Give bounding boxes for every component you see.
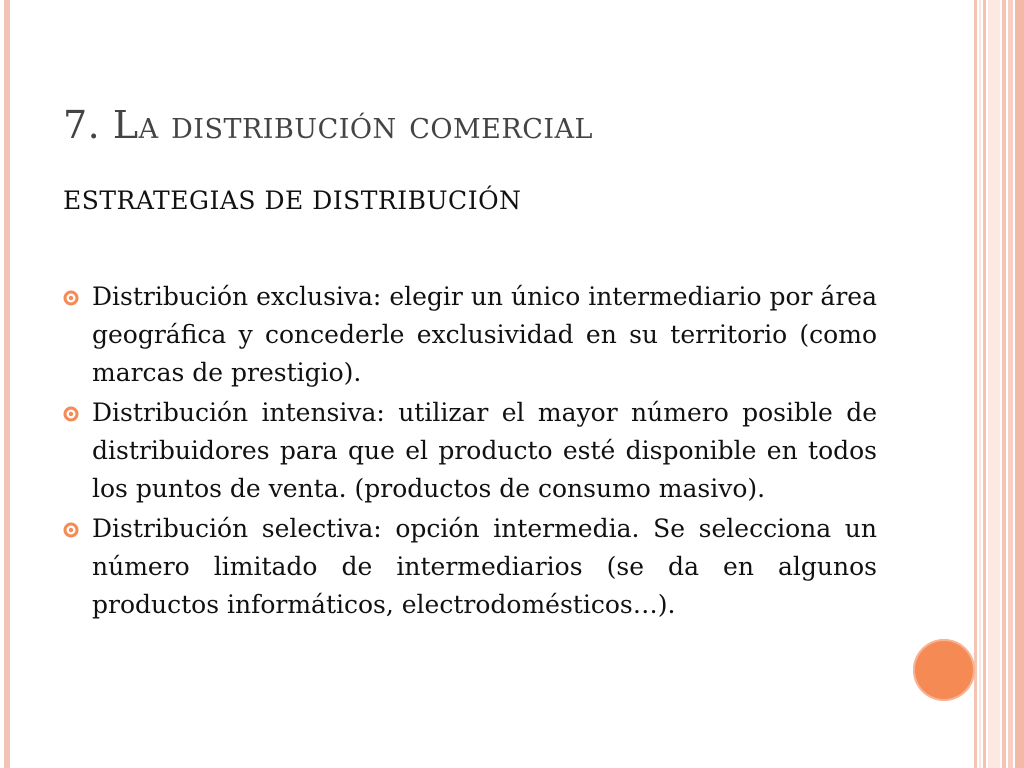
orange-circle-decoration: [913, 639, 975, 701]
slide-subtitle: ESTRATEGIAS DE DISTRIBUCIÓN: [63, 186, 522, 215]
slide-title: [63, 103, 593, 147]
stripe: [988, 0, 1000, 768]
stripe: [1002, 0, 1006, 768]
title-text: La distribución comercial: [112, 103, 593, 147]
title-number: 7.: [63, 103, 113, 147]
stripe: [979, 0, 981, 768]
bullet-item: [63, 278, 877, 392]
bullet-text: Distribución exclusiva: elegir un único intermediario por área geográfica y concederle exclusividad en su territorio (como marcas de prestigio).: [92, 282, 877, 387]
right-stripe-decoration: [974, 0, 1024, 768]
circular-bullet-icon: [63, 406, 79, 422]
bullet-item: [63, 510, 877, 624]
bullet-text: Distribución selectiva: opción intermedia. Se selecciona un número limitado de intermediarios (se da en algunos productos informáticos, electrodomésticos…).: [92, 514, 877, 619]
bullet-list: [63, 278, 877, 626]
circular-bullet-icon: [63, 522, 79, 538]
bullet-item: [63, 394, 877, 508]
stripe: [1008, 0, 1013, 768]
stripe: [1015, 0, 1024, 768]
left-border-decoration: [4, 0, 10, 768]
stripe: [974, 0, 977, 768]
circular-bullet-icon: [63, 290, 79, 306]
stripe: [983, 0, 986, 768]
bullet-text: Distribución intensiva: utilizar el mayor número posible de distribuidores para que el producto esté disponible en todos los puntos de venta. (productos de consumo masivo).: [92, 398, 877, 503]
